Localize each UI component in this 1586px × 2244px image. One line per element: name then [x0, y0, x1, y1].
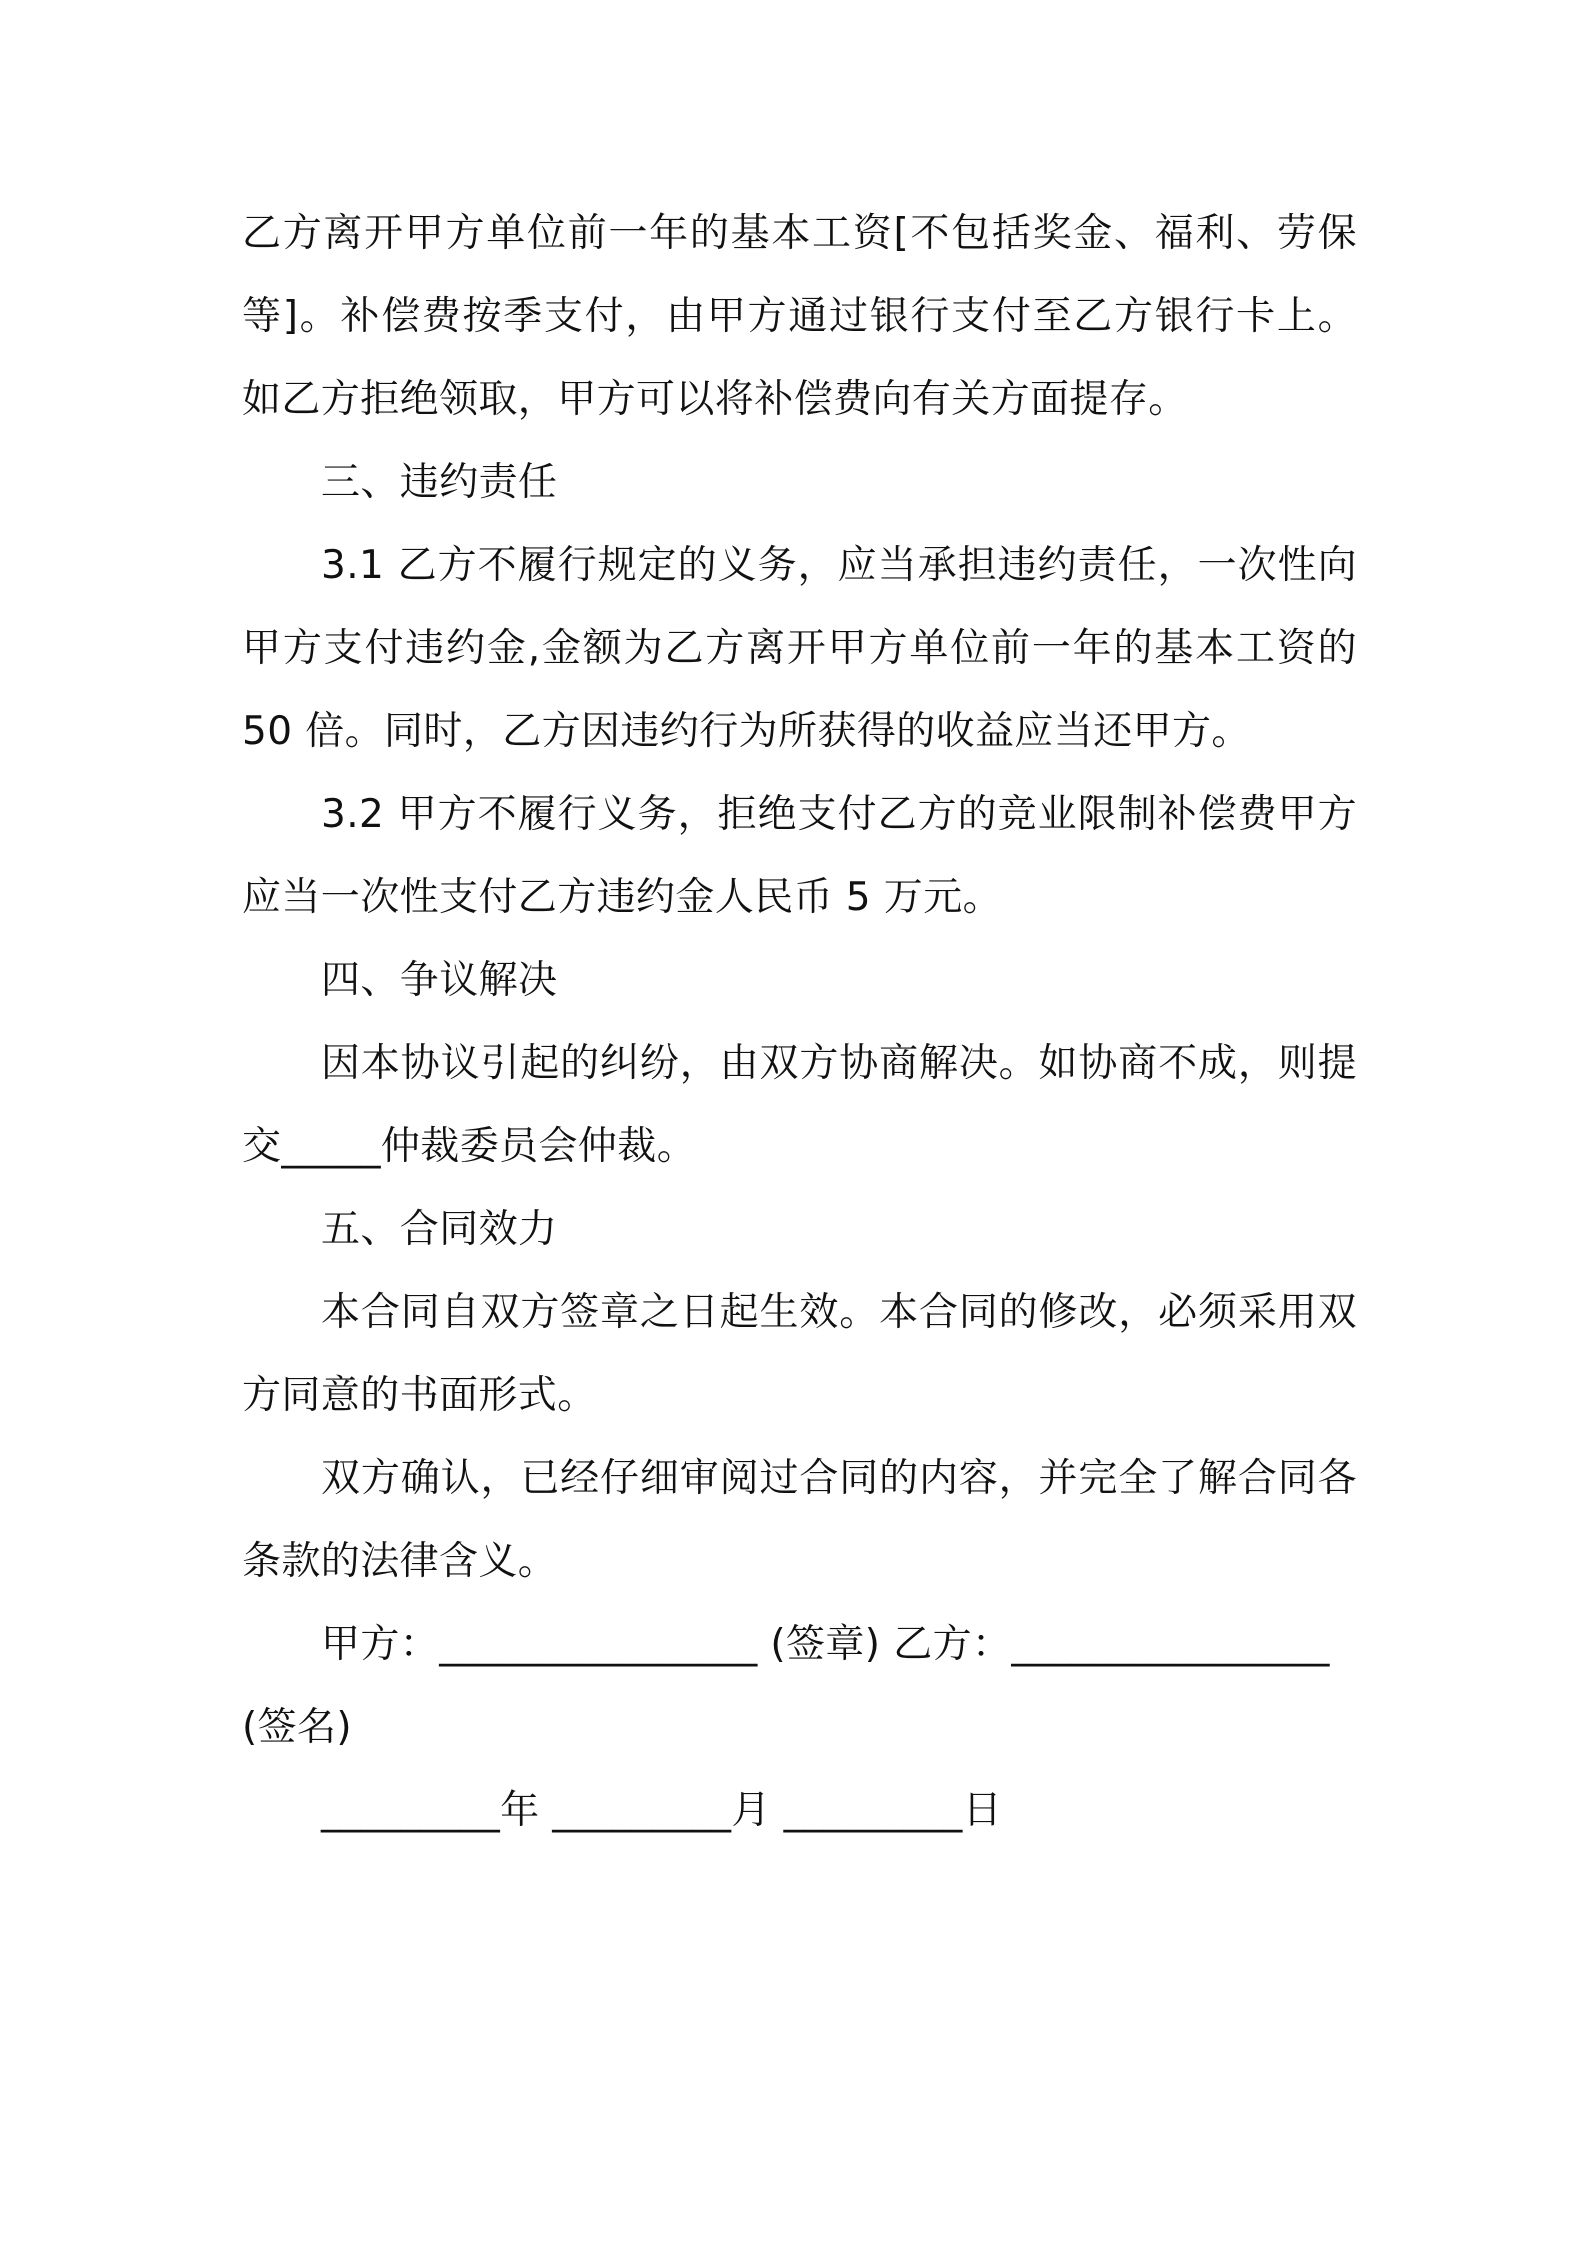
- clause-validity-line-2: 方同意的书面形式。: [242, 1373, 597, 1418]
- clause-compensation-line-1: 乙方离开甲方单位前一年的基本工资[不包括奖金、福利、劳保: [242, 211, 1357, 256]
- clause-validity-line-1: 本合同自双方签章之日起生效。本合同的修改，必须采用双: [321, 1290, 1357, 1335]
- clause-compensation-line-3: 如乙方拒绝领取，甲方可以将补偿费向有关方面提存。: [242, 377, 1188, 422]
- clause-3-2-line-1: 3.2 甲方不履行义务，拒绝支付乙方的竞业限制补偿费甲方: [321, 792, 1357, 837]
- clause-dispute-line-2: 交_____仲裁委员会仲裁。: [242, 1124, 697, 1169]
- clause-3-2-line-2: 应当一次性支付乙方违约金人民币 5 万元。: [242, 875, 1003, 920]
- confirmation-line-1: 双方确认，已经仔细审阅过合同的内容，并完全了解合同各: [321, 1456, 1357, 1501]
- clause-compensation-line-2: 等]。补偿费按季支付，由甲方通过银行支付至乙方银行卡上。: [242, 294, 1357, 339]
- date-line: _________年 _________月 _________日: [321, 1788, 1003, 1833]
- clause-3-1-line-2: 甲方支付违约金,金额为乙方离开甲方单位前一年的基本工资的: [242, 626, 1357, 671]
- signature-line: 甲方：________________ (签章) 乙方：________________: [321, 1622, 1330, 1667]
- clause-dispute-line-1: 因本协议引起的纠纷，由双方协商解决。如协商不成，则提: [321, 1041, 1357, 1086]
- section-heading-validity: 五、合同效力: [321, 1207, 558, 1252]
- confirmation-line-2: 条款的法律含义。: [242, 1539, 558, 1584]
- section-heading-breach: 三、违约责任: [321, 460, 558, 505]
- clause-3-1-line-1: 3.1 乙方不履行规定的义务，应当承担违约责任，一次性向: [321, 543, 1357, 588]
- section-heading-dispute: 四、争议解决: [321, 958, 558, 1003]
- contract-body: [242, 192, 1357, 1852]
- signature-label: (签名): [242, 1705, 353, 1750]
- clause-3-1-line-3: 50 倍。同时，乙方因违约行为所获得的收益应当还甲方。: [242, 709, 1251, 754]
